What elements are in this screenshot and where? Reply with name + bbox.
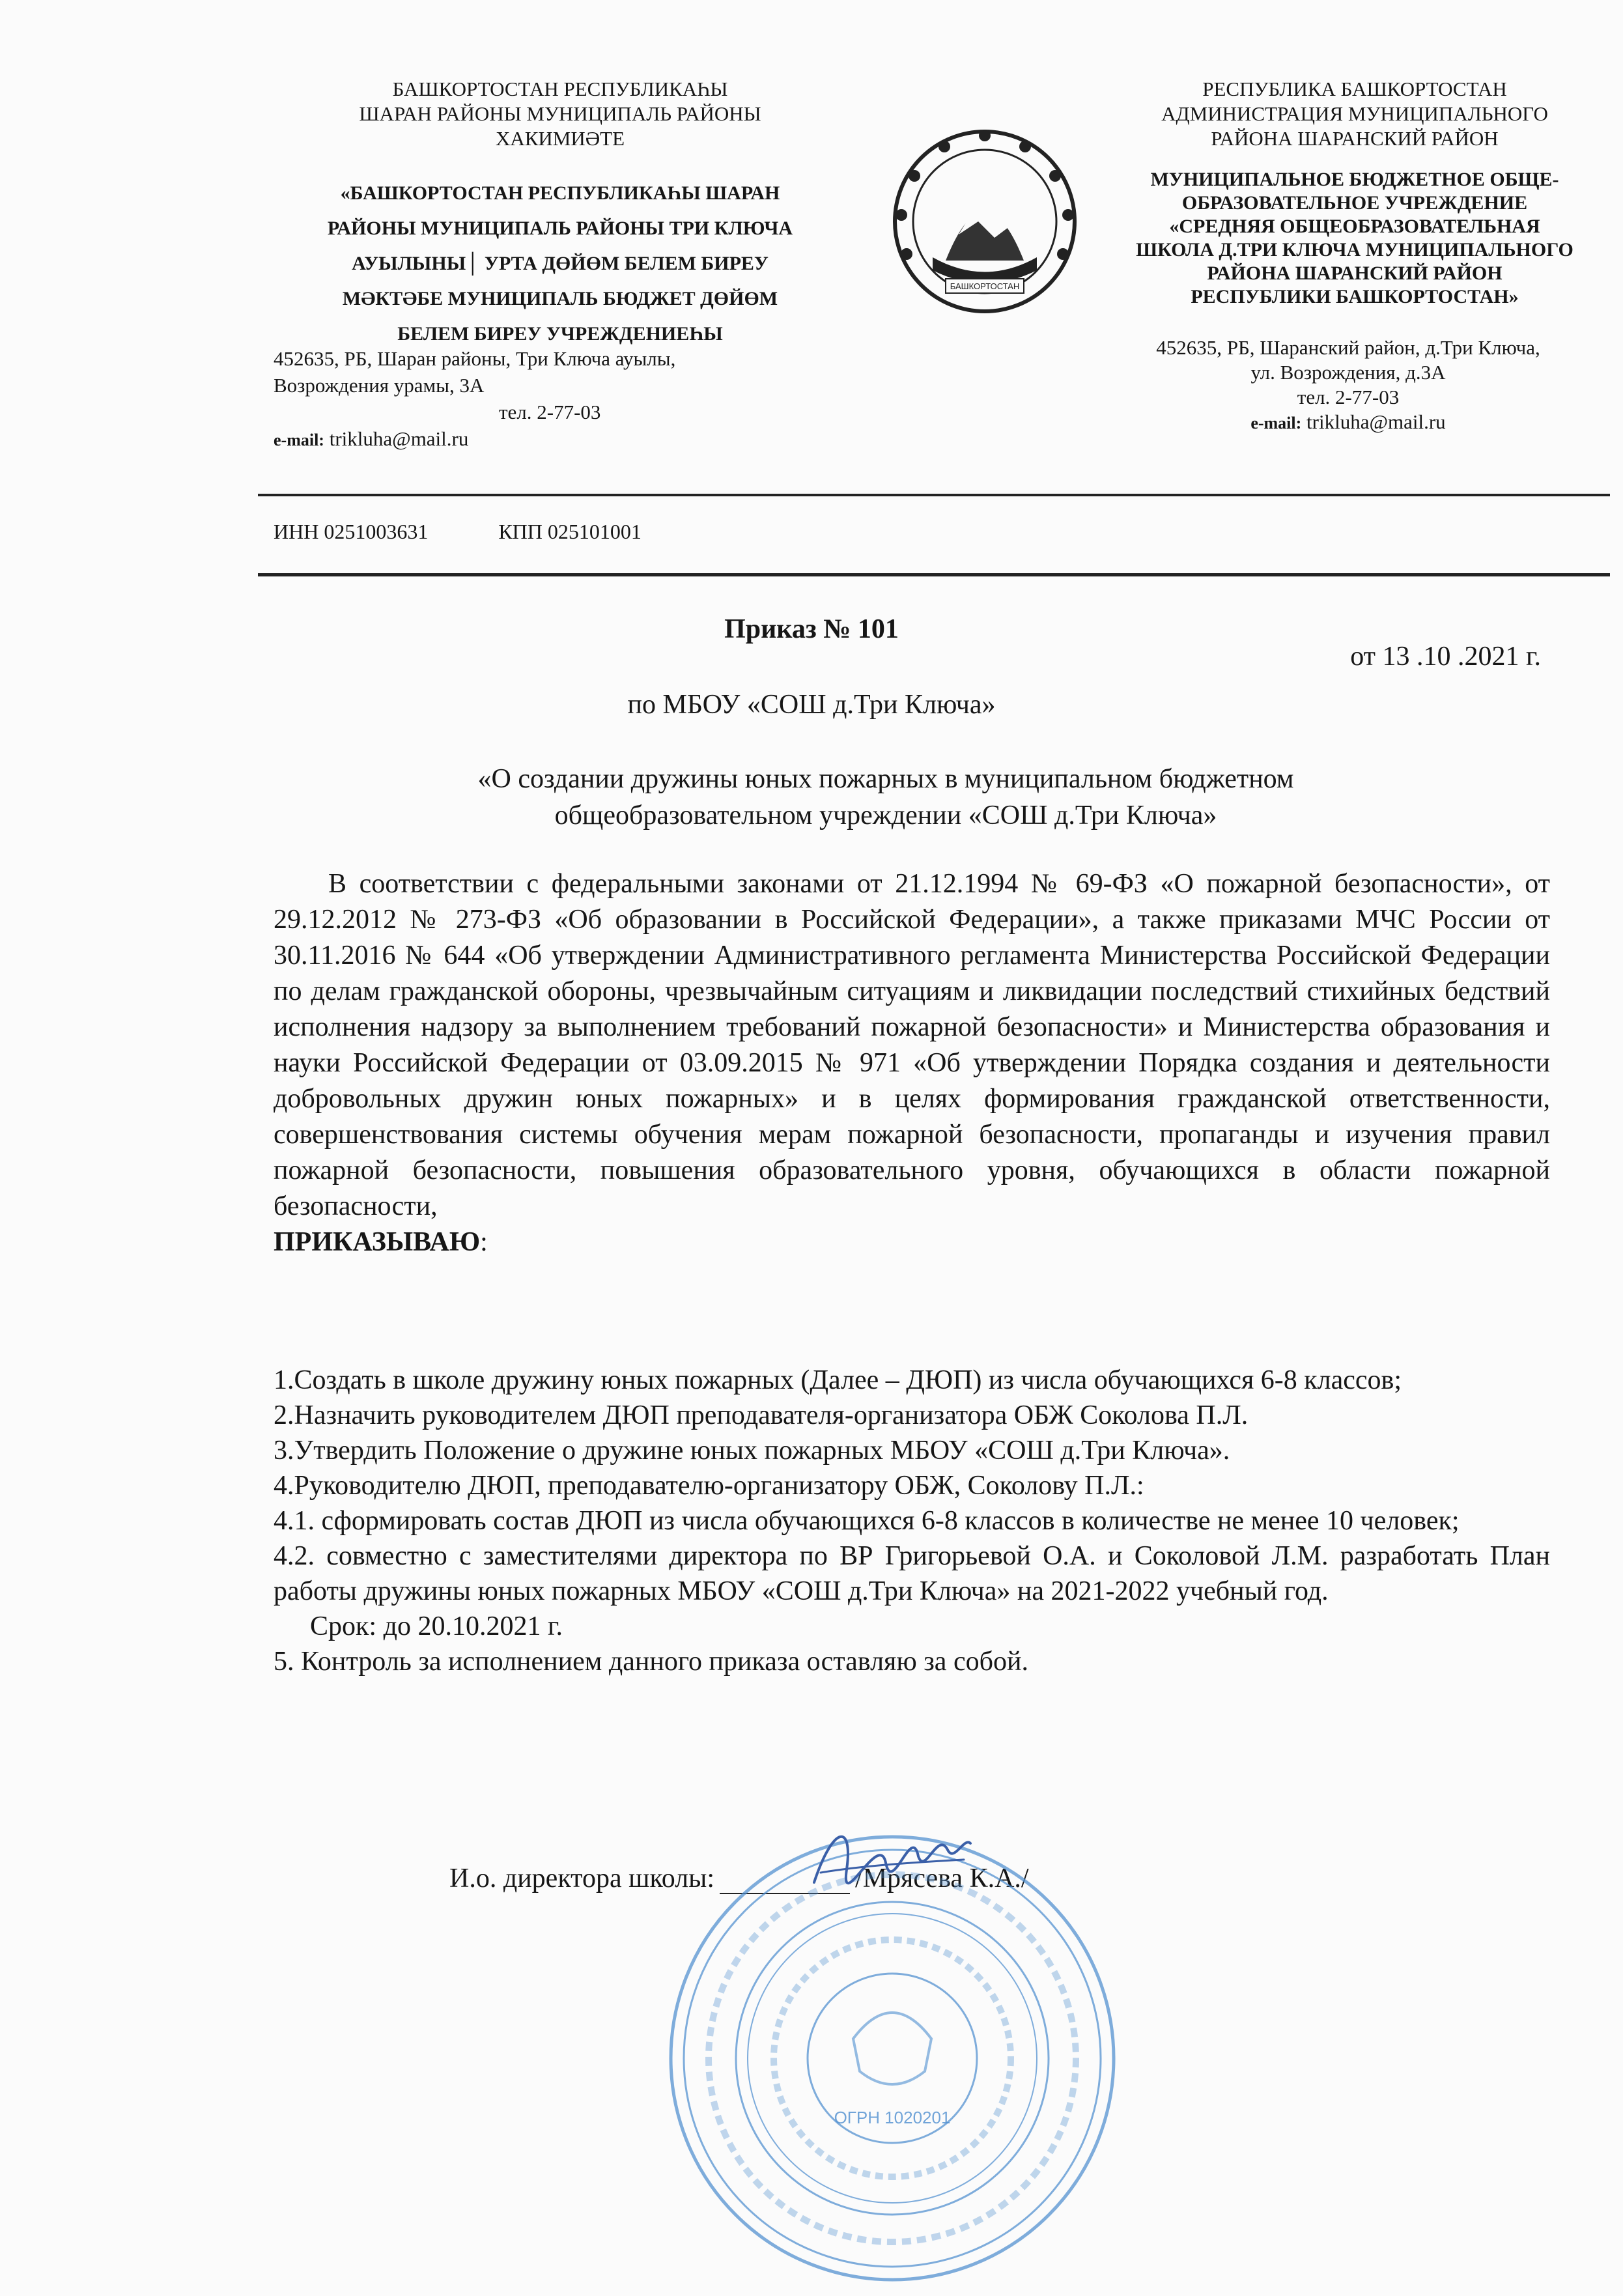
order-item-4-2: 4.2. совместно с заместителями директора по ВР Григорьевой О.А. и Соколовой Л.М. разработать План работы дружины юных пожарных МБОУ «СОШ д.Три Ключа» на 2021-2022 учебный год. — [274, 1541, 1550, 1606]
left-header-authority: БАШКОРТОСТАН РЕСПУБЛИКАҺЫ ШАРАН РАЙОНЫ МУНИЦИПАЛЬ РАЙОНЫ ХАКИМИӘТЕ — [359, 78, 761, 150]
right-email: e-mail: trikluha@mail.ru — [1250, 410, 1446, 433]
left-header-organization: «БАШКОРТОСТАН РЕСПУБЛИКАҺЫ ШАРАН РАЙОНЫ МУНИЦИПАЛЬ РАЙОНЫ ТРИ КЛЮЧА АУЫЛЫНЫ│ УРТА ДӨЙӨМ БЕЛЕМ БИРЕУ МӘКТӘБЕ МУНИЦИПАЛЬ БЮДЖЕТ ДӨЙӨМ БЕЛЕМ БИРЕУ УЧРЕЖДЕНИЕҺЫ — [327, 182, 793, 345]
order-item-4-1: 4.1. сформировать состав ДЮП из числа обучающихся 6-8 классов в количестве не менее 10 человек; — [274, 1506, 1460, 1536]
header-divider-top — [258, 494, 1610, 496]
handwritten-signature — [808, 1811, 977, 1902]
signer-name: /Мрясева К.А./ — [855, 1864, 1029, 1893]
order-item-3: 3.Утвердить Положение о дружине юных пожарных МБОУ «СОШ д.Три Ключа». — [274, 1436, 1230, 1466]
order-item-4: 4.Руководителю ДЮП, преподавателю-организатору ОБЖ, Соколову П.Л.: — [274, 1471, 1144, 1501]
order-date: от 13 .10 .2021 г. — [1350, 642, 1541, 672]
left-header-address: 452635, РБ, Шаран районы, Три Ключа ауылы, Возрождения урамы, 3А тел. 2-77-03 e-mail: trikluha@mail.ru — [274, 345, 860, 453]
order-subtitle: по МБОУ «СОШ д.Три Ключа» — [627, 690, 996, 720]
right-phone: тел. 2-77-03 — [1297, 386, 1400, 408]
stamp-center-text: ОГРН 1020201 — [834, 2108, 951, 2127]
right-header-authority: РЕСПУБЛИКА БАШКОРТОСТАН АДМИНИСТРАЦИЯ МУНИЦИПАЛЬНОГО РАЙОНА ШАРАНСКИЙ РАЙОН — [1161, 78, 1548, 150]
order-items — [274, 1363, 1550, 1679]
left-phone: тел. 2-77-03 — [499, 401, 601, 423]
order-item-1: 1.Создать в школе дружину юных пожарных (Далее – ДЮП) из числа обучающихся 6-8 классов; — [274, 1365, 1402, 1395]
left-email: e-mail: trikluha@mail.ru — [274, 427, 469, 450]
order-topic: «О создании дружины юных пожарных в муниципальном бюджетном общеобразовательном учреждении «СОШ д.Три Ключа» — [477, 764, 1294, 830]
emblem-caption: БАШКОРТОСТАН — [950, 281, 1020, 291]
inn: ИНН 0251003631 — [274, 520, 429, 543]
kpp: КПП 025101001 — [498, 520, 642, 543]
inn-kpp-row — [274, 520, 642, 544]
right-header-organization: МУНИЦИПАЛЬНОЕ БЮДЖЕТНОЕ ОБЩЕ- ОБРАЗОВАТЕЛЬНОЕ УЧРЕЖДЕНИЕ «СРЕДНЯЯ ОБЩЕОБРАЗОВАТЕЛЬНАЯ ШКОЛА Д.ТРИ КЛЮЧА МУНИЦИПАЛЬНОГО РАЙОНА ШАРАНСКИЙ РАЙОН РЕСПУБЛИКИ БАШКОРТОСТАН» — [1136, 169, 1574, 307]
header-divider-bottom — [258, 573, 1610, 576]
order-title: Приказ № 101 — [724, 614, 899, 644]
right-header-address: 452635, РБ, Шаранский район, д.Три Ключа, ул. Возрождения, д.3А тел. 2-77-03 e-mail: trikluha@mail.ru — [1094, 335, 1602, 436]
order-command: ПРИКАЗЫВАЮ — [274, 1227, 481, 1257]
order-deadline: Срок: до 20.10.2021 г. — [310, 1611, 563, 1641]
order-item-5: 5. Контроль за исполнением данного приказа оставляю за собой. — [274, 1647, 1028, 1677]
order-item-2: 2.Назначить руководителем ДЮП преподавателя-организатора ОБЖ Соколова П.Л. — [274, 1400, 1249, 1430]
coat-of-arms-emblem — [887, 124, 1082, 319]
order-preamble: В соответствии с федеральными законами от 21.12.1994 № 69-ФЗ «О пожарной безопасности», от 29.12.2012 № 273-ФЗ «Об образовании в Российской Федерации», а также приказами МЧС России от 30.11.2016 № 644 «Об утверждении Административного регламента Министерства Российской Федерации по делам гражданской обороны, чрезвычайным ситуациям и ликвидации последствий стихийных бедствий исполнения надзору за выполнением требований пожарной безопасности» и Министерства образования и науки Российской Федерации от 03.09.2015 № 971 «Об утверждении Порядка создания и деятельности добровольных дружин юных пожарных» и в целях формирования гражданской ответственности, совершенствования системы обучения мерам пожарной безопасности, пропаганды и изучения правил пожарной безопасности, повышения образовательного уровня, обучающихся в области пожарной безопасности, ПРИКАЗЫВАЮ: — [274, 869, 1550, 1257]
signer-label: И.о. директора школы: — [449, 1864, 715, 1893]
